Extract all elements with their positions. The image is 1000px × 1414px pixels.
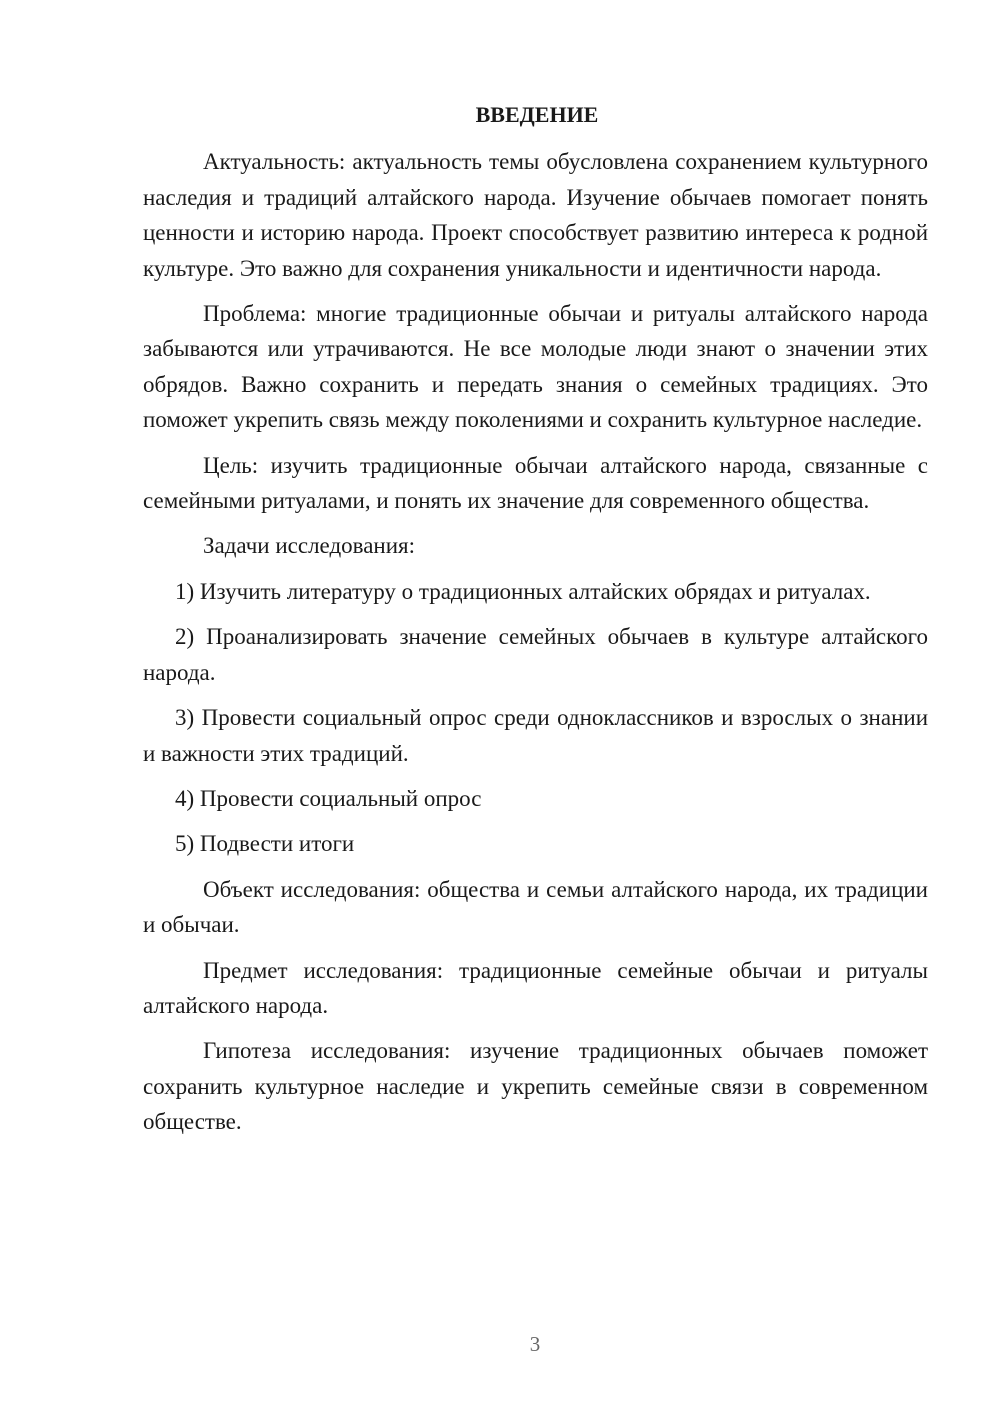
list-item: 1) Изучить литературу о традиционных алтайских обрядах и ритуалах.	[175, 578, 871, 604]
subject-paragraph: Предмет исследования: традиционные семейные обычаи и ритуалы алтайского народа.	[143, 957, 928, 1018]
relevance-paragraph: Актуальность: актуальность темы обусловлена сохранением культурного наследия и традиций алтайского народа. Изучение обычаев помогает понять ценности и историю народа. Проект способствует развитию интереса к родной культуре. Это важно для сохранения уникальности и идентичности народа.	[143, 149, 928, 281]
list-item: 5) Подвести итоги	[175, 831, 355, 857]
list-item: 2) Проанализировать значение семейных обычаев в культуре алтайского народа.	[143, 624, 928, 685]
page-title: ВВЕДЕНИЕ	[475, 102, 599, 127]
list-item: 3) Провести социальный опрос среди одноклассников и взрослых о знании и важности этих традиций.	[143, 705, 928, 766]
tasks-heading: Задачи исследования:	[203, 533, 416, 559]
hypothesis-paragraph: Гипотеза исследования: изучение традиционных обычаев поможет сохранить культурное наследие и укрепить семейные связи в современном обществе.	[143, 1038, 928, 1135]
list-item: 4) Провести социальный опрос	[175, 785, 482, 811]
goal-paragraph: Цель: изучить традиционные обычаи алтайского народа, связанные с семейными ритуалами, и понять их значение для современного общества.	[143, 452, 928, 514]
tasks-list	[143, 574, 928, 862]
object-paragraph: Объект исследования: общества и семьи алтайского народа, их традиции и обычаи.	[143, 876, 928, 938]
document-page	[143, 97, 928, 1150]
page-number: 3	[529, 1332, 541, 1356]
problem-paragraph: Проблема: многие традиционные обычаи и ритуалы алтайского народа забываются или утрачиваются. Не все молодые люди знают о значении этих обрядов. Важно сохранить и передать знания о семейных традициях. Это поможет укрепить связь между поколениями и сохранить культурное наследие.	[143, 301, 928, 433]
